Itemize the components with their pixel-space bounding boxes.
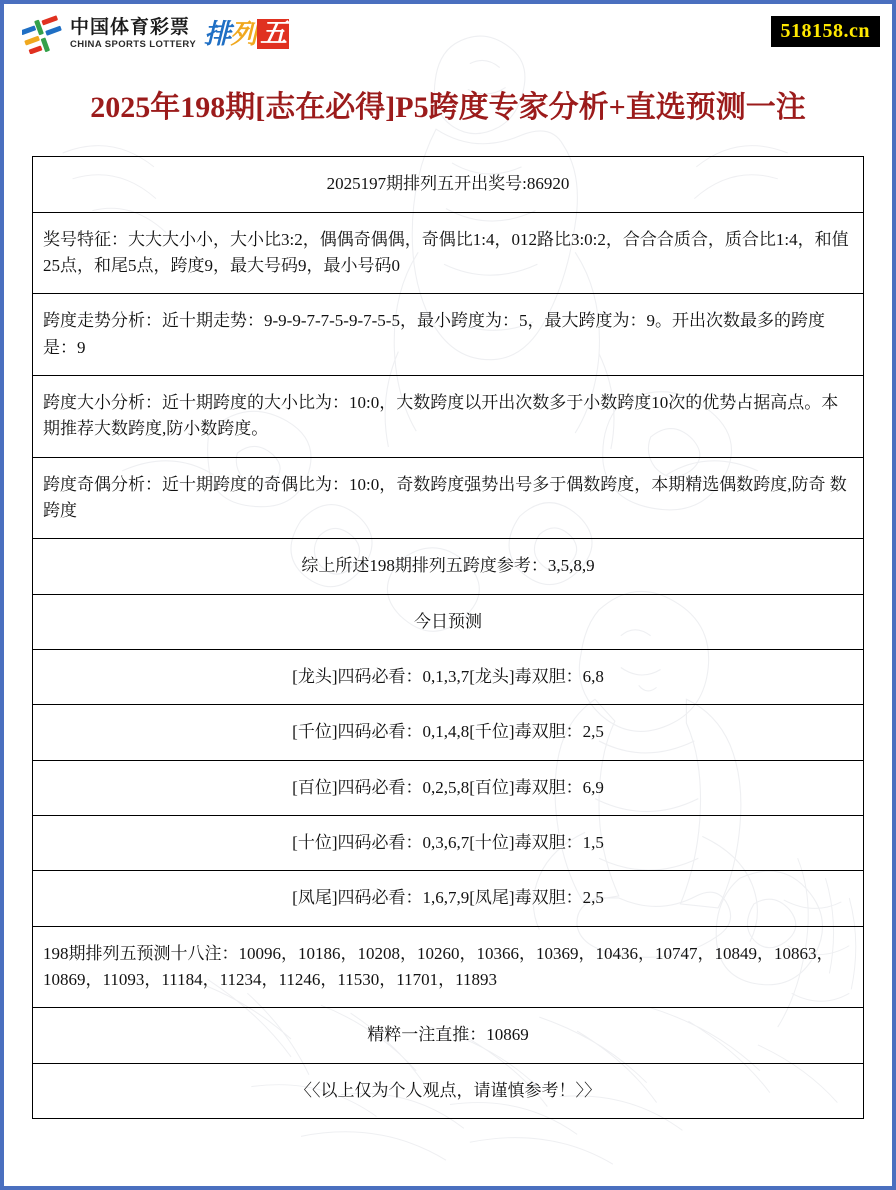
table-row-eighteen-bets: [33, 926, 864, 1008]
span-summary-cell: 综上所述198期排列五跨度参考：3,5,8,9: [33, 539, 864, 594]
table-row-draw-result: [33, 157, 864, 212]
position-longtou-cell: [龙头]四码必看：0,1,3,7[龙头]毒双胆：6,8: [33, 649, 864, 704]
table-row-position-shiwei: [33, 816, 864, 871]
draw-result-cell: 2025197期排列五开出奖号:86920: [33, 157, 864, 212]
sports-lottery-logo-icon: [22, 14, 64, 54]
table-row-position-longtou: [33, 649, 864, 704]
table-row-span-parity: [33, 457, 864, 539]
brand-text: [70, 18, 196, 50]
table-row-today-forecast-header: [33, 594, 864, 649]
table-row-span-trend: [33, 294, 864, 376]
table-row-disclaimer: [33, 1063, 864, 1118]
span-size-cell: 跨度大小分析：近十期跨度的大小比为：10:0，大数跨度以开出次数多于小数跨度10次的优势占据高点。本期推荐大数跨度,防小数跨度。: [33, 375, 864, 457]
brand-lockup: [22, 12, 289, 56]
position-baiwei-cell: [百位]四码必看：0,2,5,8[百位]毒双胆：6,9: [33, 760, 864, 815]
pailie5-logo: [204, 19, 289, 49]
pailie5-logo-char-2: 列: [230, 18, 257, 49]
table-row-span-size: [33, 375, 864, 457]
feature-analysis-cell: 奖号特征：大大大小小，大小比3:2，偶偶奇偶偶，奇偶比1:4，012路比3:0:2，合合合质合，质合比1:4，和值25点，和尾5点，跨度9，最大号码9，最小号码0: [33, 212, 864, 294]
table-row-position-qianwei: [33, 705, 864, 760]
page-title: 2025年198期[志在必得]P5跨度专家分析+直选预测一注: [90, 91, 806, 125]
eighteen-bets-cell: 198期排列五预测十八注：10096，10186，10208，10260，10366，10369，10436，10747，10849，10863，10869，11093，11184，11234，11246，11530，11701，11893: [33, 926, 864, 1008]
site-url-badge[interactable]: 518158.cn: [771, 16, 881, 47]
best-single-cell: 精粹一注直推：10869: [33, 1008, 864, 1063]
analysis-table-wrapper: [4, 156, 892, 1119]
position-shiwei-cell: [十位]四码必看：0,3,6,7[十位]毒双胆：1,5: [33, 816, 864, 871]
pailie5-logo-char-3: 五: [257, 19, 289, 49]
disclaimer-cell: 〈〈以上仅为个人观点，请谨慎参考！〉〉: [33, 1063, 864, 1118]
today-forecast-header-cell: 今日预测: [33, 594, 864, 649]
table-row-best-single: [33, 1008, 864, 1063]
analysis-table: [32, 156, 864, 1119]
site-header: [4, 4, 892, 60]
table-row-position-fengwei: [33, 871, 864, 926]
table-row-position-baiwei: [33, 760, 864, 815]
page-content: [4, 4, 892, 1119]
brand-name-cn: 中国体育彩票: [70, 17, 191, 39]
table-row-span-summary: [33, 539, 864, 594]
brand-name-en: CHINA SPORTS LOTTERY: [70, 39, 197, 51]
position-fengwei-cell: [凤尾]四码必看：1,6,7,9[凤尾]毒双胆：2,5: [33, 871, 864, 926]
position-qianwei-cell: [千位]四码必看：0,1,4,8[千位]毒双胆：2,5: [33, 705, 864, 760]
span-trend-cell: 跨度走势分析：近十期走势：9-9-9-7-7-5-9-7-5-5，最小跨度为：5，最大跨度为：9。开出次数最多的跨度是：9: [33, 294, 864, 376]
span-parity-cell: 跨度奇偶分析：近十期跨度的奇偶比为：10:0，奇数跨度强势出号多于偶数跨度，本期精选偶数跨度,防奇 数跨度: [33, 457, 864, 539]
table-row-feature-analysis: [33, 212, 864, 294]
pailie5-logo-char-1: 排: [204, 18, 231, 49]
